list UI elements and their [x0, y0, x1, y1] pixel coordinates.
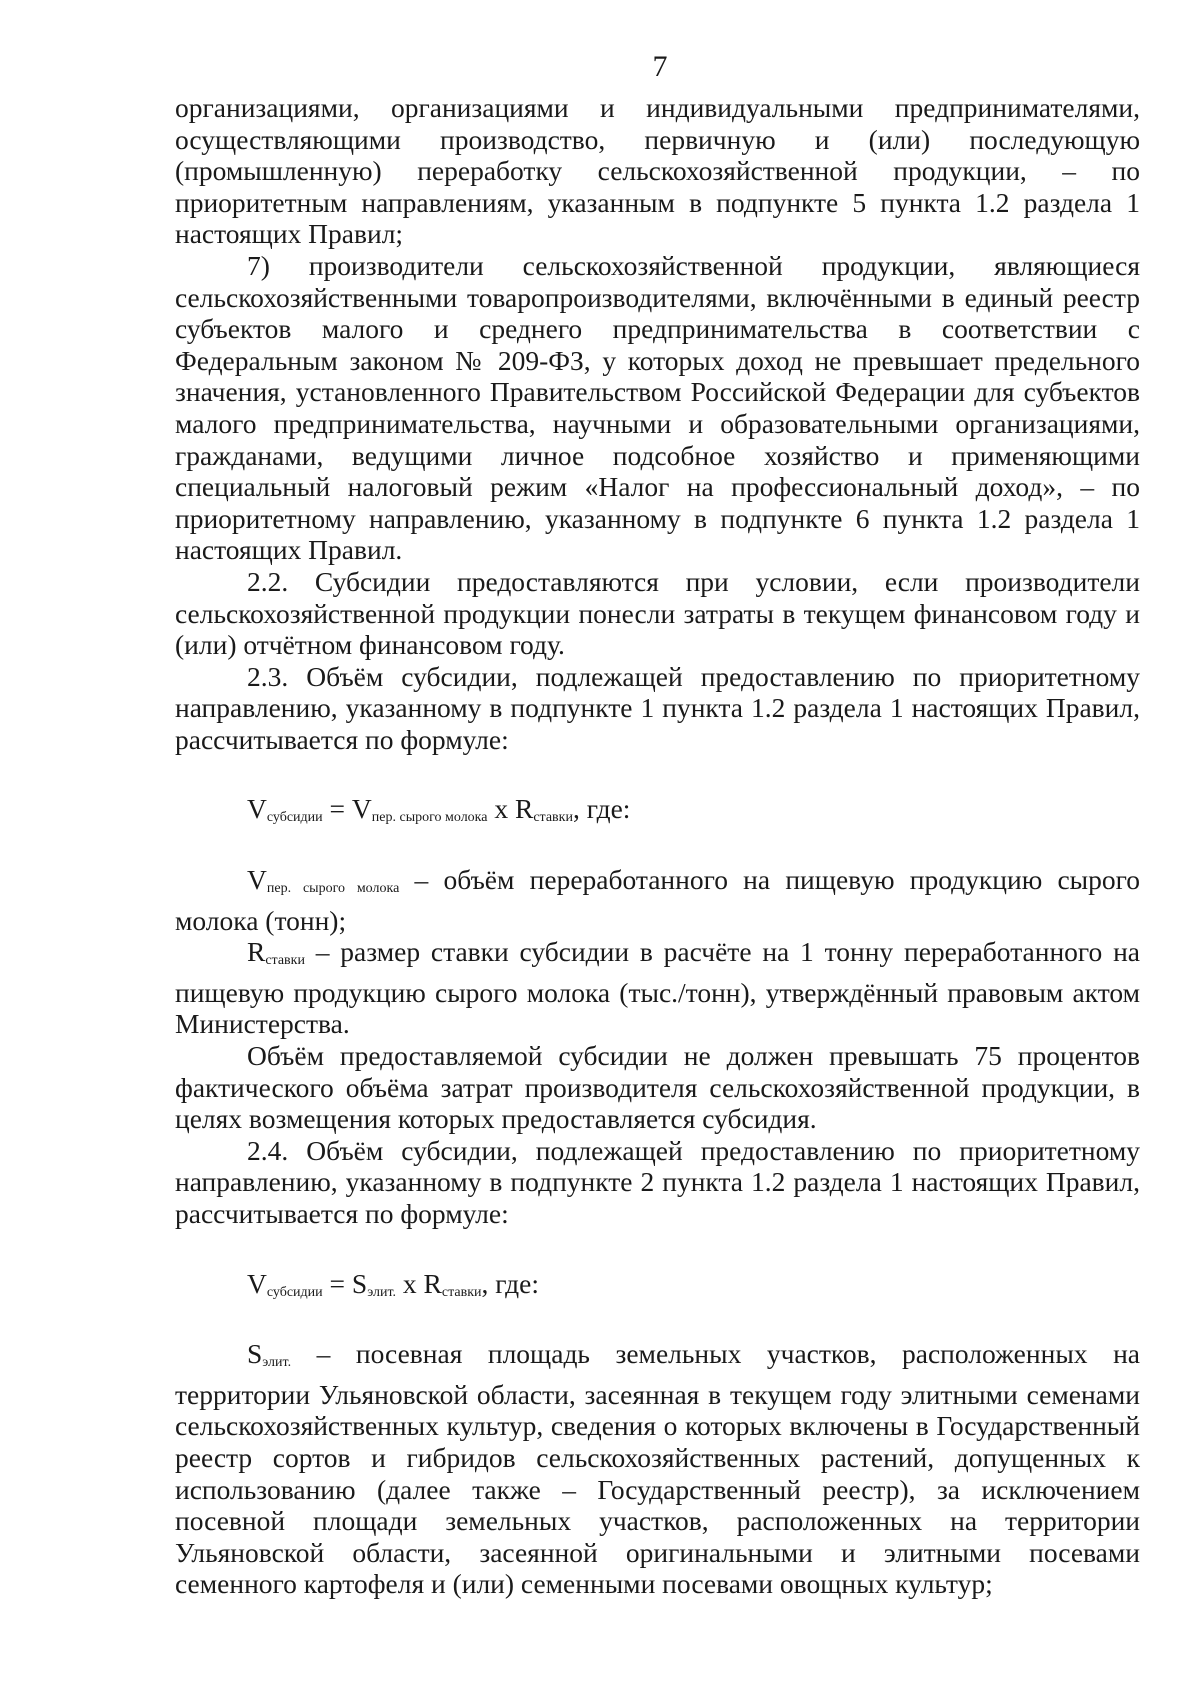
paragraph-2-4: 2.4. Объём субсидии, подлежащей предоставлению по приоритетному направлению, указанному в подпункте 2 пункта 1.2 раздела 1 настоящих Правил, рассчитывается по формуле: [175, 1134, 1140, 1229]
subscript-subsidii: субсидии [266, 810, 323, 826]
page-number: 7 [652, 50, 668, 83]
paragraph-organizations: организациями, организациями и индивидуальными предпринимателями, осуществляющими производство, первичную и (или) последующую (промышленную) переработку сельскохозяйственной продукции, – по приоритетным направлениям, указанным в подпункте 5 пункта 1.2 раздела 1 настоящих Правил; [175, 92, 1140, 250]
subscript-milk: пер. сырого молока [371, 810, 488, 826]
subscript-elit: элит. [367, 1284, 397, 1300]
subscript-stavki: ставки [533, 810, 573, 826]
paragraph-limit-75: Объём предоставляемой субсидии не должен превышать 75 процентов фактического объёма затрат производителя сельскохозяйственной продукции, в целях возмещения которых предоставляется субсидия. [175, 1040, 1140, 1135]
paragraph-2-2: 2.2. Субсидии предоставляются при условии, если производители сельскохозяйственной продукции понесли затраты в текущем финансовом году и (или) отчётном финансовом году. [175, 565, 1140, 661]
formula-elite-seeds-subsidy: $V_{субсидии} = S_{элит.}$ x $R_{ставки}$, где: [247, 1267, 539, 1300]
definition-elite-area: $S_{элит.}$ – посевная площадь земельных участков, расположенных на территории Ульяновской области, засеянная в текущем году элитными семенами сельскохозяйственных культур, сведения о которых включены в Государственный реестр сортов и гибридов сельскохозяйственных растений, допущенных к использованию (далее также – Государственный реестр), за исключением посевной площади земельных участков, расположенных на территории Ульяновской области, засеянной оригинальными и элитными посевами семенного картофеля и (или) семенными посевами овощных культур; [175, 1338, 1140, 1600]
paragraph-item-7: 7) производители сельскохозяйственной продукции, являющиеся сельскохозяйственными товаропроизводителями, включёнными в единый реестр субъектов малого и среднего предпринимательства в соответствии с Федеральным законом № 209-ФЗ, у которых доход не превышает предельного значения, установленного Правительством Российской Федерации для субъектов малого предпринимательства, научными и образовательными организациями, гражданами, ведущими личное подсобное хозяйство и применяющими специальный налоговый режим «Налог на профессиональный доход», – по приоритетному направлению, указанному в подпункте 6 пункта 1.2 раздела 1 настоящих Правил. [175, 249, 1140, 566]
formula-milk-subsidy: $V_{субсидии} = V_{пер. сырого молока}$ x $R_{ставки}$, где: [247, 793, 631, 826]
paragraph-2-3: 2.3. Объём субсидии, подлежащей предоставлению по приоритетному направлению, указанному в подпункте 1 пункта 1.2 раздела 1 настоящих Правил, рассчитывается по формуле: [175, 660, 1140, 755]
definition-rate: $R_{ставки}$ – размер ставки субсидии в расчёте на 1 тонну переработанного на пищевую продукцию сырого молока (тыс./тонн), утверждённый правовым актом Министерства. [175, 936, 1140, 1040]
document-body [175, 92, 1140, 1600]
definition-milk-volume: $V_{пер. сырого молока}$ – объём переработанного на пищевую продукцию сырого молока (тонн); [175, 864, 1141, 936]
